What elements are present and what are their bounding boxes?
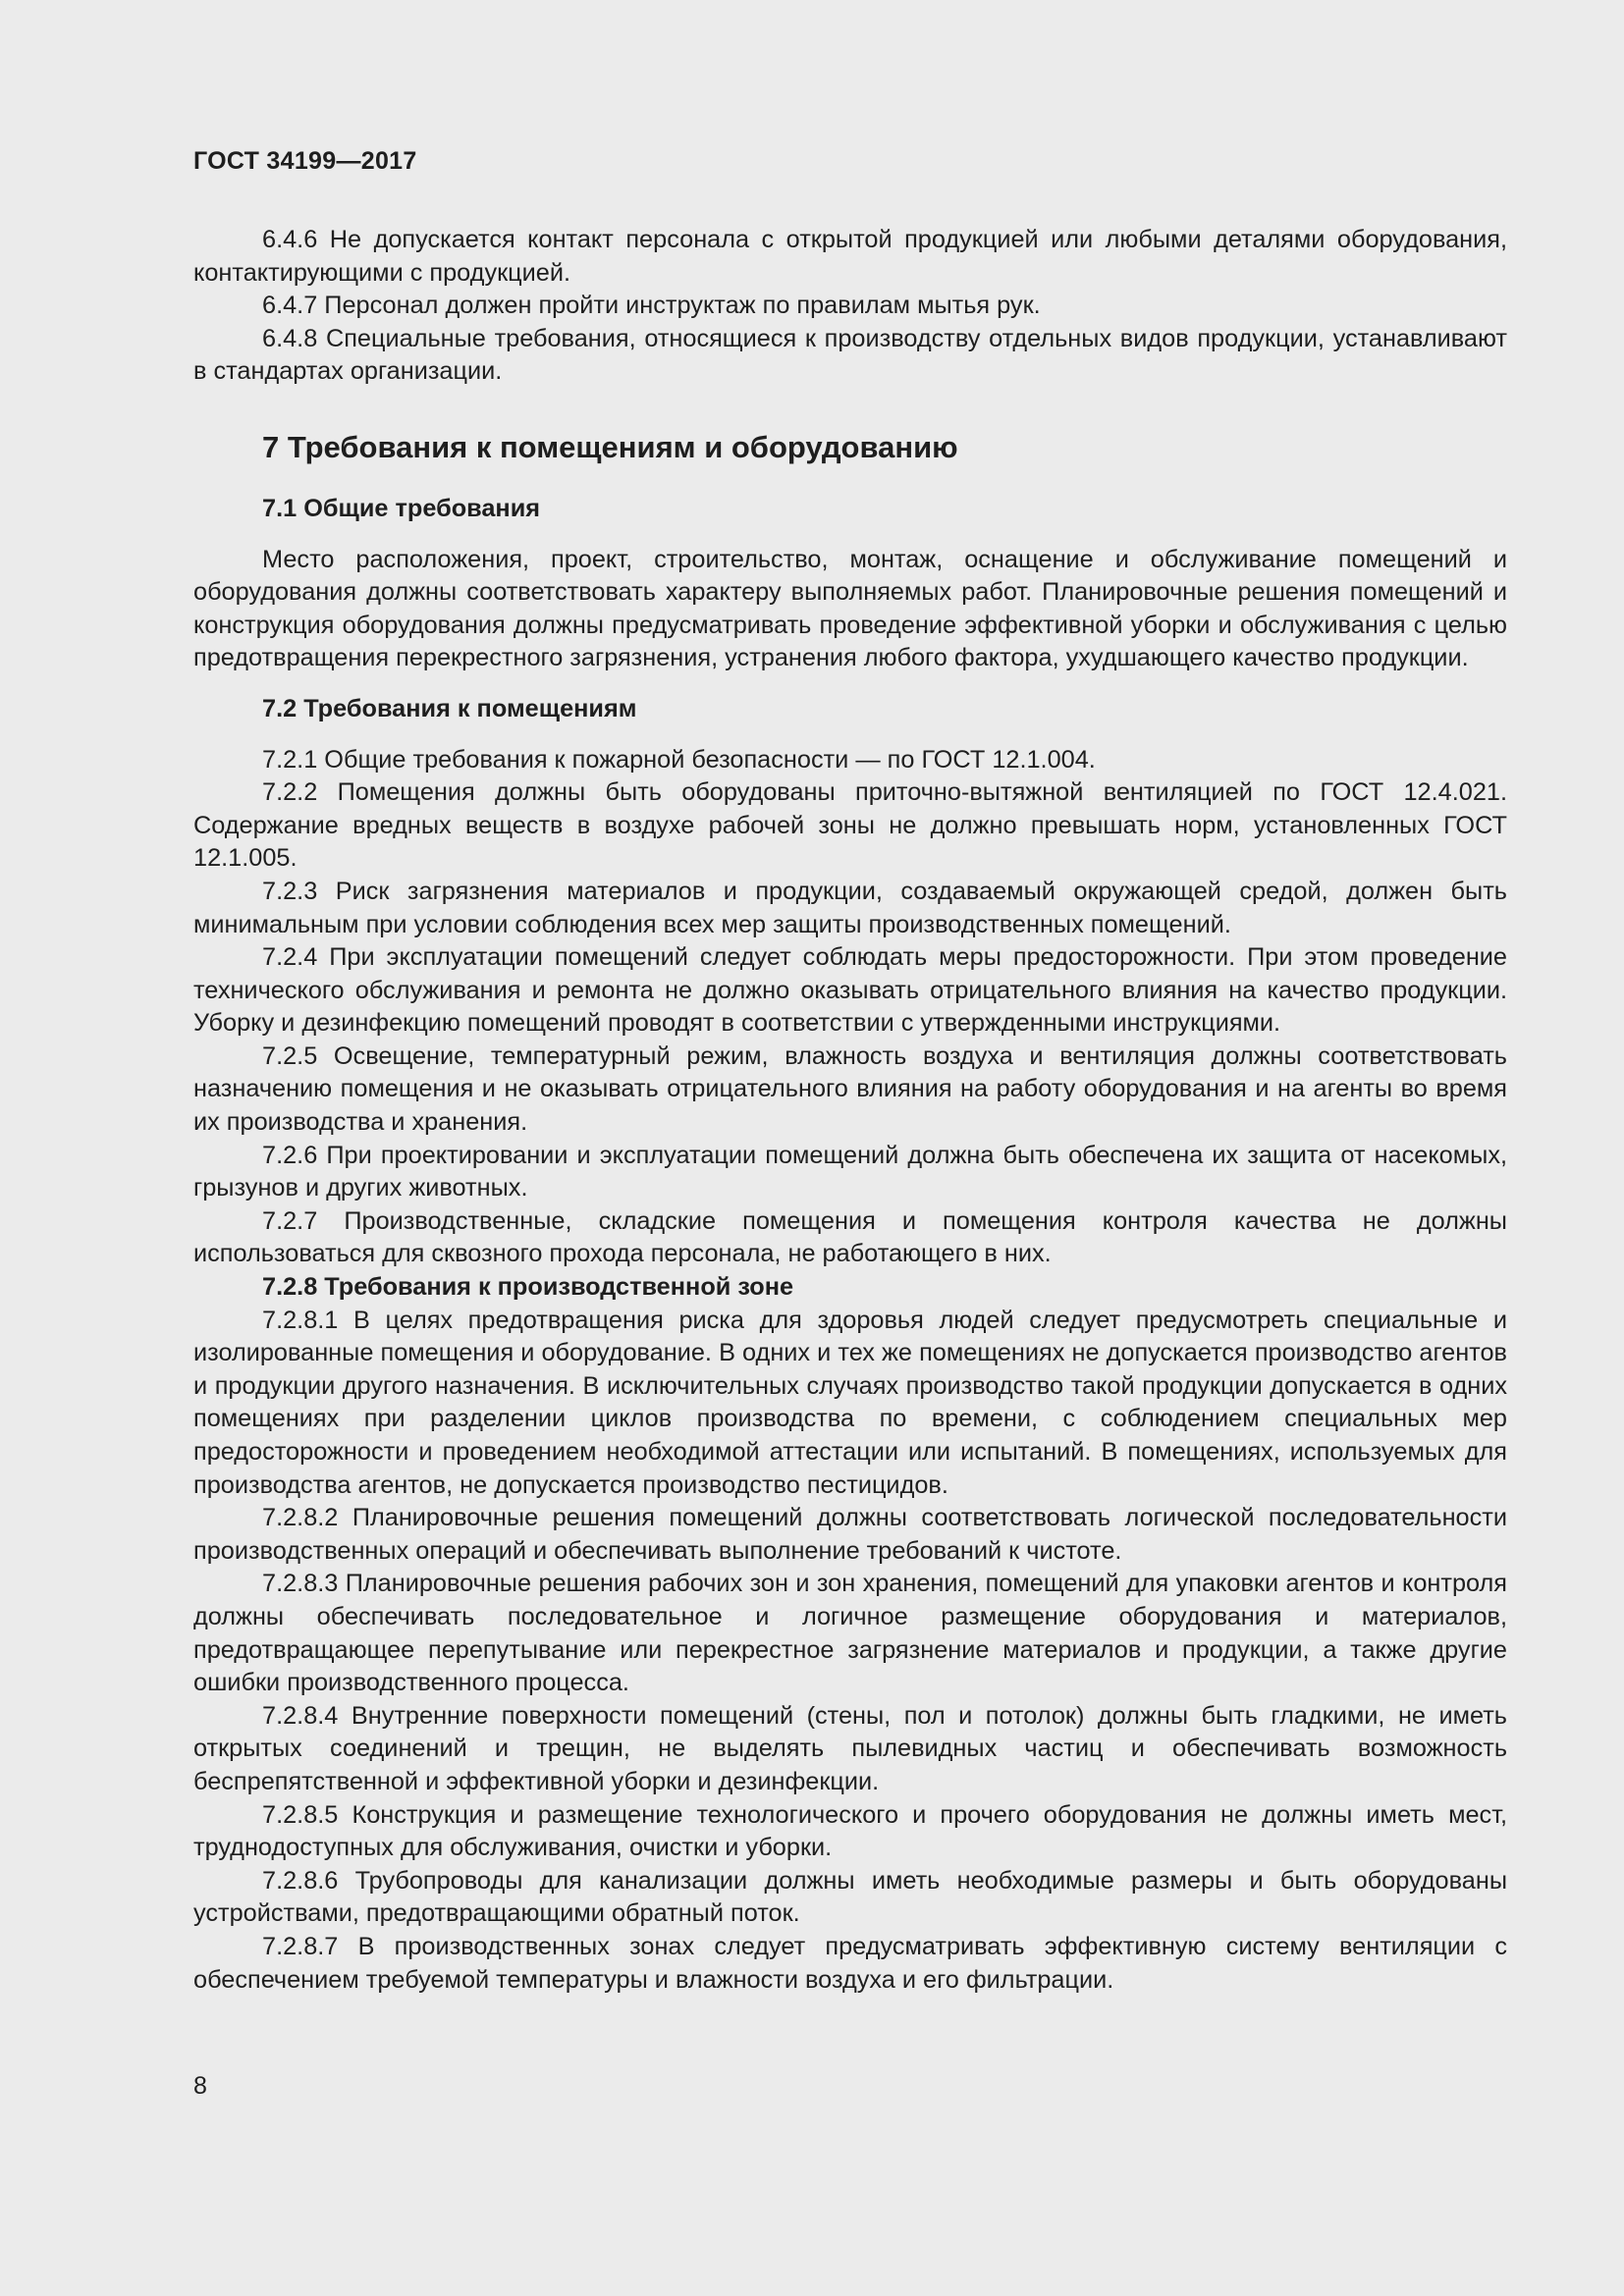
paragraph-7-2-8-6: 7.2.8.6 Трубопроводы для канализации должны иметь необходимые размеры и быть оборудованы устройствами, предотвращающими обратный поток. bbox=[193, 1866, 1507, 1928]
section-7-2-8-title: 7.2.8 Требования к производственной зоне bbox=[262, 1273, 794, 1302]
document-code-header: ГОСТ 34199—2017 bbox=[193, 147, 417, 175]
paragraph-6-4-6: 6.4.6 Не допускается контакт персонала с открытой продукцией или любыми деталями оборудования, контактирующими с продукцией. bbox=[193, 226, 1507, 287]
paragraph-6-4-8: 6.4.8 Специальные требования, относящиеся к производству отдельных видов продукции, устанавливают в стандартах организации. bbox=[193, 324, 1507, 386]
document-body bbox=[193, 224, 1507, 1997]
paragraph-7-2-8-1: 7.2.8.1 В целях предотвращения риска для здоровья людей следует предусмотреть специальные и изолированные помещения и оборудование. В одних и тех же помещениях не допускается производство агентов и продукции другого назначения. В исключительных случаях производство такой продукции допускается в одних помещениях при разделении циклов производства по времени, с соблюдением специальных мер предосторожности и проведением необходимой аттестации или испытаний. В помещениях, используемых для производства агентов, не допускается производство пестицидов. bbox=[193, 1306, 1507, 1499]
paragraph-7-2-6: 7.2.6 При проектировании и эксплуатации помещений должна быть обеспечена их защита от насекомых, грызунов и других животных. bbox=[193, 1141, 1507, 1202]
section-7-title: 7 Требования к помещениям и оборудованию bbox=[262, 429, 958, 464]
paragraph-6-4-7: 6.4.7 Персонал должен пройти инструктаж по правилам мытья рук. bbox=[262, 292, 1041, 320]
paragraph-7-2-8-7: 7.2.8.7 В производственных зонах следует предусматривать эффективную систему вентиляции с обеспечением требуемой температуры и влажности воздуха и его фильтрации. bbox=[193, 1932, 1507, 1994]
paragraph-7-2-8-2: 7.2.8.2 Планировочные решения помещений должны соответствовать логической последовательности производственных операций и обеспечивать выполнение требований к чистоте. bbox=[193, 1504, 1507, 1565]
section-7-2-title: 7.2 Требования к помещениям bbox=[262, 694, 637, 722]
paragraph-7-2-2: 7.2.2 Помещения должны быть оборудованы приточно-вытяжной вентиляцией по ГОСТ 12.4.021. Содержание вредных веществ в воздухе рабочей зоны не должно превышать норм, установленных ГОСТ 12.1.005. bbox=[193, 778, 1507, 873]
paragraph-7-2-8-4: 7.2.8.4 Внутренние поверхности помещений (стены, пол и потолок) должны быть гладкими, не иметь открытых соединений и трещин, не выделять пылевидных частиц и обеспечивать возможность беспрепятственной и эффективной уборки и дезинфекции. bbox=[193, 1701, 1507, 1795]
page-number: 8 bbox=[193, 2072, 207, 2100]
paragraph-7-2-8-3: 7.2.8.3 Планировочные решения рабочих зон и зон хранения, помещений для упаковки агентов и контроля должны обеспечивать последовательное и логичное размещение оборудования и материалов, предотвращающее перепутывание или перекрестное загрязнение материалов и продукции, а также другие ошибки производственного процесса. bbox=[193, 1570, 1507, 1697]
paragraph-7-1: Место расположения, проект, строительство, монтаж, оснащение и обслуживание помещений и оборудования должны соответствовать характеру выполняемых работ. Планировочные решения помещений и конструкция оборудования должны предусматривать проведение эффективной уборки и обслуживания с целью предотвращения перекрестного загрязнения, устранения любого фактора, ухудшающего качество продукции. bbox=[193, 545, 1507, 672]
paragraph-7-2-3: 7.2.3 Риск загрязнения материалов и продукции, создаваемый окружающей средой, должен быть минимальным при условии соблюдения всех мер защиты производственных помещений. bbox=[193, 877, 1507, 938]
paragraph-7-2-5: 7.2.5 Освещение, температурный режим, влажность воздуха и вентиляция должны соответствовать назначению помещения и не оказывать отрицательного влияния на работу оборудования и на агенты во время их производства и хранения. bbox=[193, 1041, 1507, 1137]
section-7-1-title: 7.1 Общие требования bbox=[262, 494, 541, 522]
paragraph-7-2-8-5: 7.2.8.5 Конструкция и размещение технологического и прочего оборудования не должны иметь мест, труднодоступных для обслуживания, очистки и уборки. bbox=[193, 1800, 1507, 1862]
paragraph-7-2-7: 7.2.7 Производственные, складские помещения и помещения контроля качества не должны использоваться для сквозного прохода персонала, не работающего в них. bbox=[193, 1206, 1507, 1268]
paragraph-7-2-4: 7.2.4 При эксплуатации помещений следует соблюдать меры предосторожности. При этом проведение технического обслуживания и ремонта не должно оказывать отрицательного влияния на качество продукции. Уборку и дезинфекцию помещений проводят в соответствии с утвержденными инструкциями. bbox=[193, 943, 1507, 1038]
paragraph-7-2-1: 7.2.1 Общие требования к пожарной безопасности — по ГОСТ 12.1.004. bbox=[262, 745, 1096, 774]
